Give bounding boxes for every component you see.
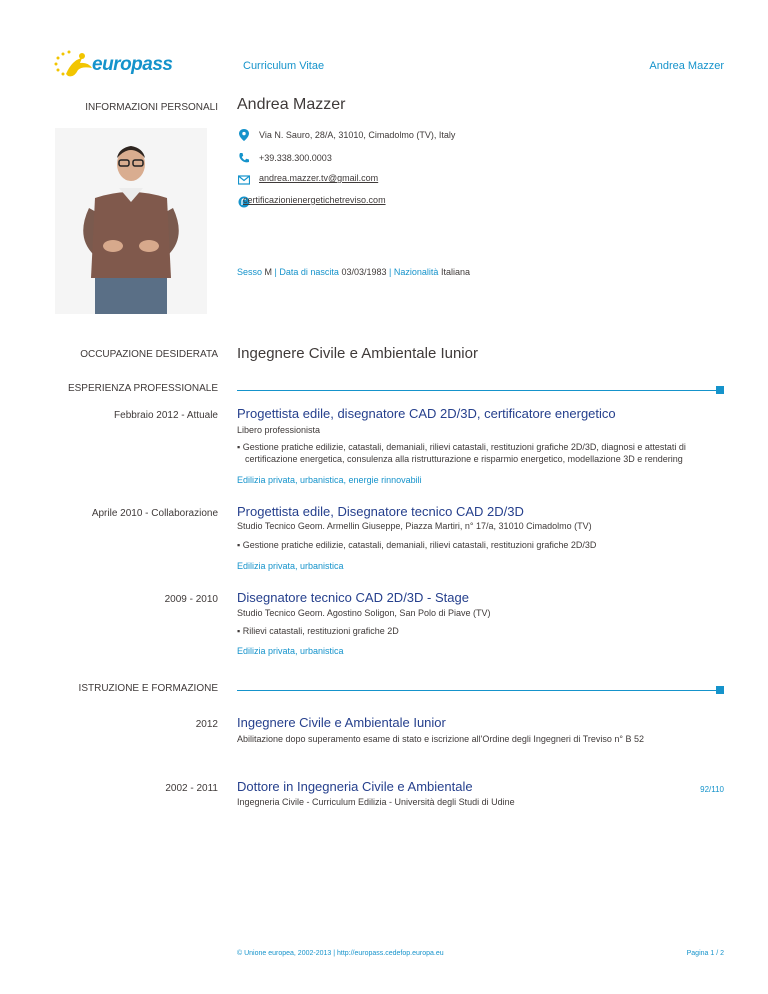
location-pin-icon: [238, 129, 250, 141]
bullet-text: certificazione energetica, consulenza alla ristrutturazione e risparmio energetico, modellazione 3D e rendering: [245, 454, 683, 464]
experience-title: Progettista edile, disegnatore CAD 2D/3D, certificatore energetico: [237, 406, 616, 421]
section-rule: [237, 690, 717, 691]
profile-photo: [55, 128, 207, 314]
education-grade: 92/110: [700, 785, 724, 794]
education-period: 2002 - 2011: [165, 783, 218, 794]
education-detail: Abilitazione dopo superamento esame di stato e iscrizione all'Ordine degli Ingegneri di Treviso n° B 52: [237, 734, 645, 744]
experience-bullet: ▪ Rilievi catastali, restituzioni grafiche 2D: [237, 626, 399, 636]
experience-tags: Edilizia privata, urbanistica: [237, 646, 344, 656]
section-label-desired: OCCUPAZIONE DESIDERATA: [80, 349, 218, 360]
experience-period: Febbraio 2012 - Attuale: [114, 410, 218, 421]
header-person-name: Andrea Mazzer: [649, 60, 724, 72]
section-marker: [716, 686, 724, 694]
bullet-text: Rilievi catastali, restituzioni grafiche 2D: [242, 626, 399, 636]
nationality-label: Nazionalità: [393, 267, 439, 277]
phone-icon: [238, 152, 250, 164]
experience-employer: Libero professionista: [237, 425, 321, 435]
section-label-experience: ESPERIENZA PROFESSIONALE: [67, 383, 218, 394]
website-link[interactable]: certificazionienergetichetreviso.com: [243, 195, 386, 205]
separator: |: [274, 267, 277, 277]
experience-bullet: ▪ Gestione pratiche edilizie, catastali, demaniali, rilievi catastali, restituzioni grafiche 2D/3D: [237, 540, 597, 550]
sex-label: Sesso: [237, 267, 263, 277]
europass-stars-icon: [52, 50, 96, 80]
education-period: 2012: [195, 719, 218, 730]
europass-logo-text: europass: [92, 54, 173, 75]
nationality-value: Italiana: [440, 267, 470, 277]
experience-tags: Edilizia privata, urbanistica: [237, 561, 344, 571]
doc-title: Curriculum Vitae: [243, 60, 325, 72]
bullet-text: Gestione pratiche edilizie, catastali, demaniali, rilievi catastali, restituzioni grafiche 2D/3D: [242, 540, 597, 550]
person-name: Andrea Mazzer: [237, 96, 346, 113]
desired-occupation: Ingegnere Civile e Ambientale Iunior: [237, 345, 478, 362]
address-text: Via N. Sauro, 28/A, 31010, Cimadolmo (TV), Italy: [259, 130, 456, 140]
personal-details-line: [237, 267, 470, 277]
sex-value: M: [264, 267, 273, 277]
experience-period: Aprile 2010 - Collaborazione: [91, 508, 218, 519]
experience-employer: Studio Tecnico Geom. Armellin Giuseppe, Piazza Martiri, n° 17/a, 31010 Cimadolmo (TV): [237, 521, 592, 531]
experience-period: 2009 - 2010: [164, 594, 218, 605]
experience-bullet: ▪ Gestione pratiche edilizie, catastali, demaniali, rilievi catastali, restituzioni grafiche 2D/3D, diagnosi e attestati di certificazione energetica, consulenza alla ristrutturazione e risparmio energetico, modellazione 3D e rendering: [237, 441, 717, 465]
experience-title: Progettista edile, Disegnatore tecnico CAD 2D/3D: [237, 504, 524, 519]
dob-value: 03/03/1983: [341, 267, 387, 277]
section-marker: [716, 386, 724, 394]
footer-copyright: © Unione europea, 2002-2013 | http://europass.cedefop.europa.eu: [237, 950, 444, 957]
section-rule: [237, 390, 717, 391]
separator: |: [389, 267, 392, 277]
section-label-personal: INFORMAZIONI PERSONALI: [85, 102, 218, 113]
email-link[interactable]: andrea.mazzer.tv@gmail.com: [259, 173, 379, 183]
dob-label: Data di nascita: [279, 267, 339, 277]
footer-page-number: Pagina 1 / 2: [686, 950, 724, 957]
email-icon: [238, 174, 250, 186]
education-title: Ingegnere Civile e Ambientale Iunior: [237, 715, 446, 730]
experience-tags: Edilizia privata, urbanistica, energie rinnovabili: [237, 475, 422, 485]
bullet-text: Gestione pratiche edilizie, catastali, demaniali, rilievi catastali, restituzioni grafiche 2D/3D, diagnosi e attestati di: [242, 442, 686, 452]
education-title: Dottore in Ingegneria Civile e Ambientale: [237, 779, 473, 794]
europass-logo: [52, 50, 173, 80]
phone-text: +39.338.300.0003: [259, 153, 332, 163]
section-label-education: ISTRUZIONE E FORMAZIONE: [78, 683, 218, 694]
experience-employer: Studio Tecnico Geom. Agostino Soligon, San Polo di Piave (TV): [237, 608, 491, 618]
education-detail: Ingegneria Civile - Curriculum Edilizia - Università degli Studi di Udine: [237, 797, 515, 807]
experience-title: Disegnatore tecnico CAD 2D/3D - Stage: [237, 590, 469, 605]
